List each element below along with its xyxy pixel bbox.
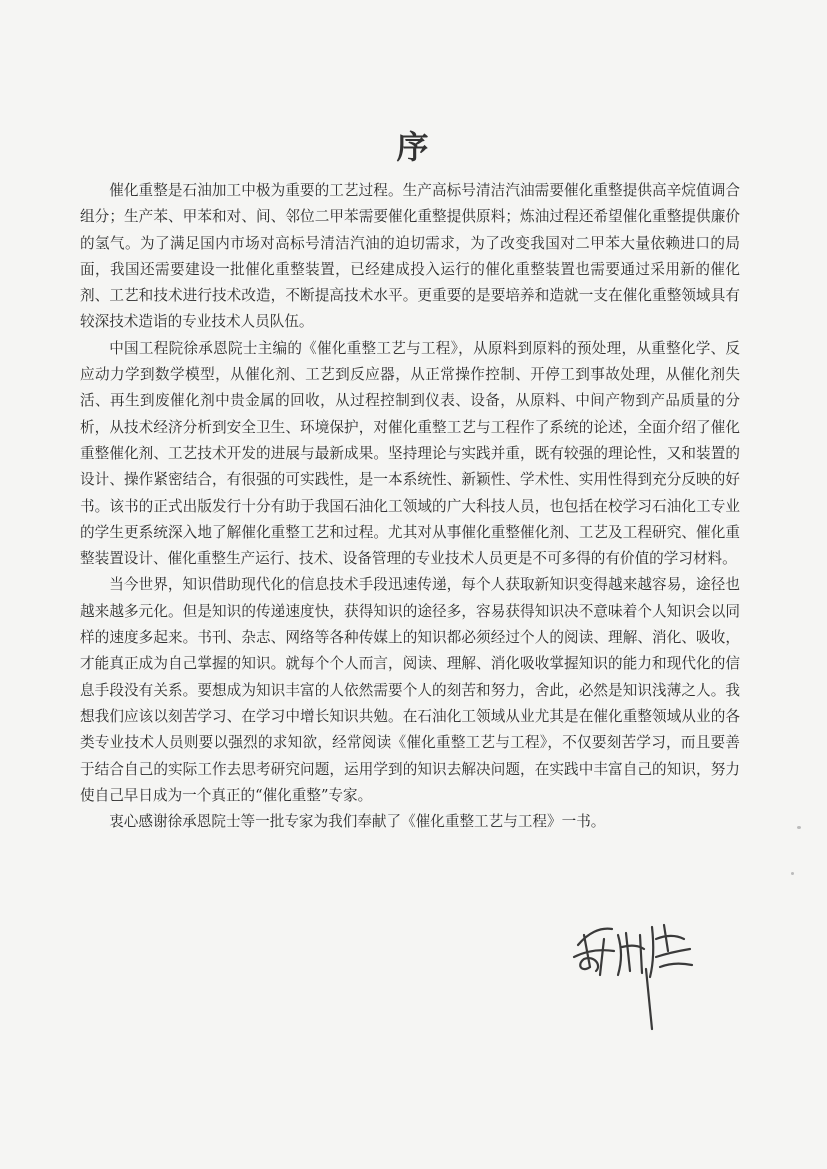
scan-speck (797, 826, 801, 829)
paragraph-4: 衷心感谢徐承恩院士等一批专家为我们奉献了《催化重整工艺与工程》一书。 (109, 813, 606, 831)
handwritten-signature (560, 905, 710, 1035)
preface-body (80, 178, 740, 835)
paragraph-3: 当今世界，知识借助现代化的信息技术手段迅速传递，每个人获取新知识变得越来越容易，途径也越来越多元化。但是知识的传递速度快，获得知识的途径多，容易获得知识决不意味着个人知识会以同样的速度多起来。书刊、杂志、网络等各种传媒上的知识都必须经过个人的阅读、理解、消化、吸收，才能真正成为自己掌握的知识。就每个个人而言，阅读、理解、消化吸收掌握知识的能力和现代化的信息手段没有关系。要想成为知识丰富的人依然需要个人的刻苦和努力，舍此，必然是知识浅薄之人。我想我们应该以刻苦学习、在学习中增长知识共勉。在石油化工领域从业尤其是在催化重整领域从业的各类专业技术人员则要以强烈的求知欲，经常阅读《催化重整工艺与工程》，不仅要刻苦学习，而且要善于结合自己的实际工作去思考研究问题，运用学到的知识去解决问题，在实践中丰富自己的知识，努力使自己早日成为一个真正的“催化重整”专家。 (80, 576, 740, 804)
paragraph-2: 中国工程院徐承恩院士主编的《催化重整工艺与工程》，从原料到原料的预处理，从重整化学、反应动力学到数学模型，从催化剂、工艺到反应器，从正常操作控制、开停工到事故处理，从催化剂失活、再生到废催化剂中贵金属的回收，从过程控制到仪表、设备，从原料、中间产物到产品质量的分析，从技术经济分析到安全卫生、环境保护，对催化重整工艺与工程作了系统的论述，全面介绍了催化重整催化剂、工艺技术开发的进展与最新成果。坚持理论与实践并重，既有较强的理论性，又和装置的设计、操作紧密结合，有很强的可实践性，是一本系统性、新颖性、学术性、实用性得到充分反映的好书。该书的正式出版发行十分有助于我国石油化工领域的广大科技人员，也包括在校学习石油化工专业的学生更系统深入地了解催化重整工艺和过程。尤其对从事催化重整催化剂、工艺及工程研究、催化重整装置设计、催化重整生产运行、技术、设备管理的专业技术人员更是不可多得的有价值的学习材料。 (80, 339, 740, 568)
paragraph-1: 催化重整是石油加工中极为重要的工艺过程。生产高标号清洁汽油需要催化重整提供高辛烷值调合组分；生产苯、甲苯和对、间、邻位二甲苯需要催化重整提供原料；炼油过程还希望催化重整提供廉价的氢气。为了满足国内市场对高标号清洁汽油的迫切需求，为了改变我国对二甲苯大量依赖进口的局面，我国还需要建设一批催化重整装置，已经建成投入运行的催化重整装置也需要通过采用新的催化剂、工艺和技术进行技术改造，不断提高技术水平。更重要的是要培养和造就一支在催化重整领域具有较深技术造诣的专业技术人员队伍。 (80, 182, 740, 331)
scan-speck (791, 872, 794, 875)
page-title: 序 (396, 128, 431, 166)
